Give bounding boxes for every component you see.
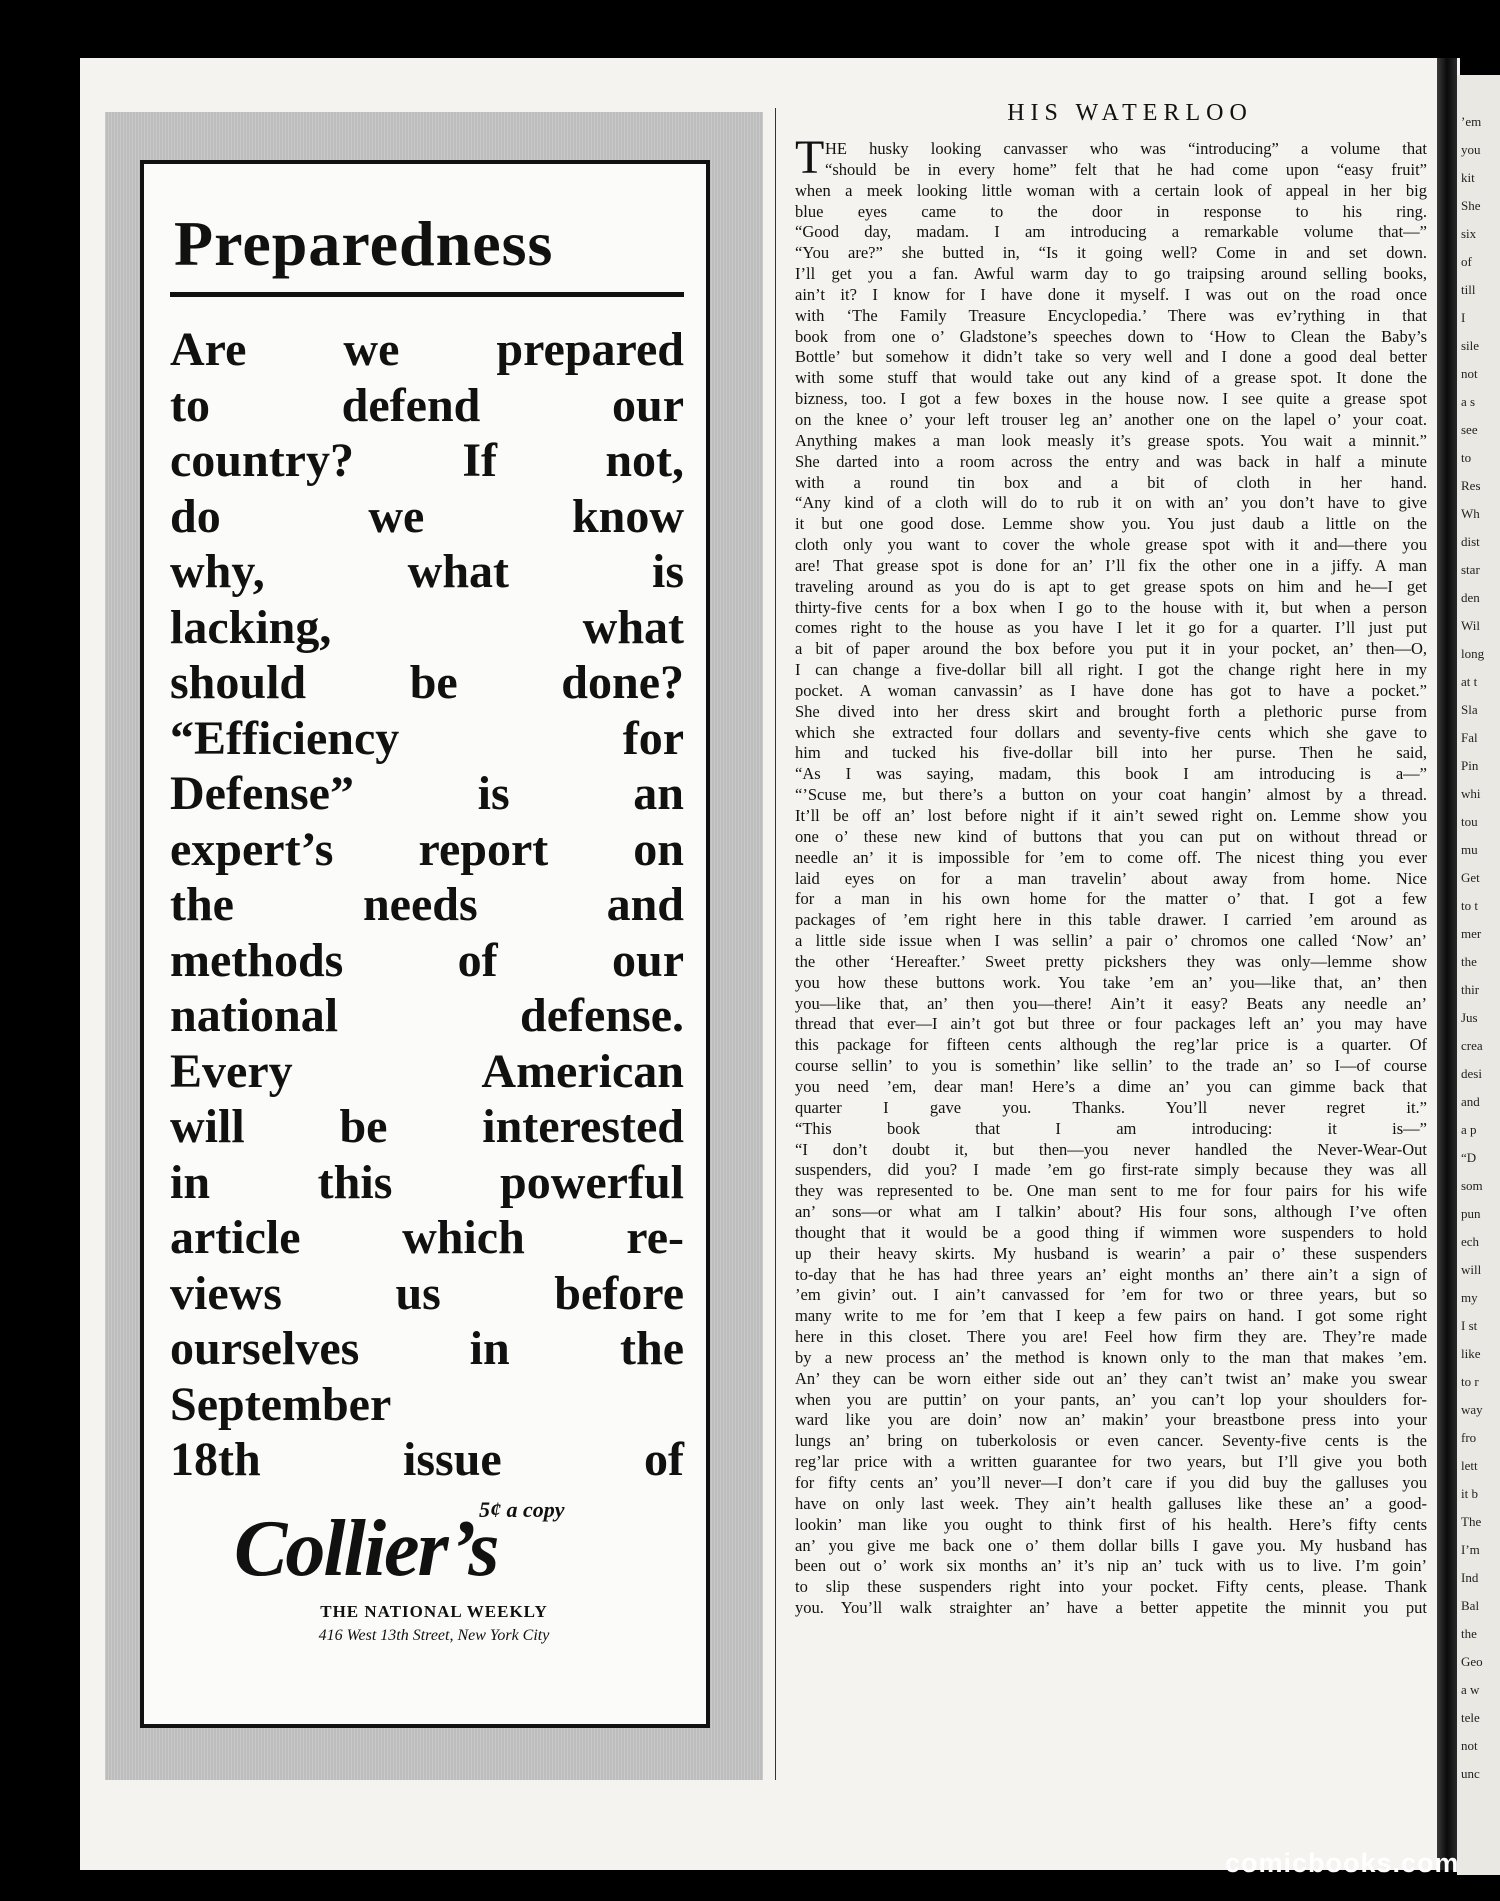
adjacent-page-fragment: to t [1461,898,1478,913]
ad-line: Every American [170,1044,684,1098]
story-line: with ‘The Family Treasure Encyclopedia.’ There was ev’rything in that [795,305,1427,325]
story-line: “should be in every home” felt that he had come upon “easy fruit” [825,159,1427,179]
story-line: you how these buttons work. You take ’em an’ you—like that, an’ then [795,972,1427,992]
story-line: been out o’ work six months an’ it’s nip an’ tuck with us to live. I’m goin’ [795,1556,1427,1576]
ad-line: ourselves in the [170,1322,684,1375]
story-line: cloth only you want to cover the whole grease spot with it and—there you [795,535,1427,555]
story-line: suspenders, did you? I made ’em go first-rate simply because they was all [795,1160,1427,1180]
adjacent-page-fragment: long [1461,646,1485,661]
adjacent-page-fragment: like [1461,1346,1481,1361]
story-line: on the knee o’ your left trouser leg an’ another one on the lapel o’ your coat. [795,409,1427,429]
story-line: An’ they can be worn either side out an’ they can’t twist an’ make you swear [795,1368,1427,1388]
story-line: She darted into a room across the entry and was back in half a minute [795,451,1427,471]
ad-line: Defense” is an [170,767,684,820]
publisher-address: 416 West 13th Street, New York City [318,1627,550,1644]
adjacent-page-fragment: unc [1461,1766,1480,1781]
adjacent-page-fragment: a p [1461,1122,1477,1137]
story-line: traveling around as you do is apt to get grease spots on him and he—I get [795,576,1427,596]
story-line: laid eyes on for a man travelin’ about away from home. Nice [795,868,1427,888]
story-line: “Good day, madam. I am introducing a remarkable volume that—” [795,222,1427,242]
story-line: ward like you are doin’ now an’ makin’ your breastbone press into your [795,1410,1427,1430]
adjacent-page-fragment: tou [1461,814,1478,829]
story-line: for a man in his own home for the matter o’ that. I got a few [795,889,1427,909]
ad-line: the needs and [170,878,684,931]
story-line: She dived into her dress skirt and brought forth a plethoric purse from [795,701,1427,721]
adjacent-page-fragment: Geo [1461,1654,1483,1669]
story-line: lungs an’ bring on tuberkolosis or even cancer. Seventy-five cents is the [795,1431,1427,1451]
story-line: here in this closet. There you are! Feel how firm they are. They’re made [795,1327,1427,1347]
story-line: up their heavy skirts. My husband is wearin’ a pair o’ these suspenders [795,1243,1427,1263]
ad-line: why, what is [170,545,684,598]
column-divider [775,108,776,1780]
ad-line: country? If not, [170,434,684,487]
story-text [795,139,1427,1619]
story-line: a bit of paper around the box before you put it in your pocket, an’ then—O, [795,639,1427,659]
story-line: an’ you give me back one o’ them dollar bills I gave you. My husband has [795,1535,1427,1555]
adjacent-page-fragment: crea [1461,1038,1483,1053]
adjacent-page-fragment: see [1461,422,1478,437]
story-line: this package for fifteen cents although the reg’lar price is a quarter. Of [795,1035,1427,1055]
story-line: thread that ever—I ain’t got but three or four packages left an’ you may have [795,1014,1427,1034]
site-watermark: comicbooks.com [1225,1848,1460,1878]
story-line: course sellin’ to you is somethin’ like sellin’ to the trade an’ so I—of course [795,1056,1427,1076]
adjacent-page-fragment: kit [1461,170,1475,185]
story-line: thought that it would be a good thing if wimmen wore suspenders to hold [795,1222,1427,1242]
adjacent-page-fragment: Ind [1461,1570,1479,1585]
story-line: “This book that I am introducing: it is—” [795,1118,1427,1138]
adjacent-page-fragment: den [1461,590,1480,605]
story-line: by a new process an’ the method is known only to the man that makes ’em. [795,1347,1427,1367]
drop-cap: T [795,131,825,184]
ad-line: lacking, what [170,600,684,654]
story-line: are! That grease spot is done for an’ I’ll fix the other one in a jiffy. A man [795,555,1427,575]
adjacent-page-fragment: Pin [1461,758,1479,773]
story-line: thirty-five cents for a box when I go to the house with it, but when a person [795,597,1427,617]
adjacent-page-fragment: The [1461,1514,1482,1529]
ad-line: methods of our [170,933,684,987]
story-line: have on only last week. They ain’t health galluses like these an’ a good- [795,1493,1427,1513]
adjacent-page-fragment: Get [1461,870,1480,885]
adjacent-page-fragment: desi [1461,1066,1482,1081]
adjacent-page-fragment: Res [1461,478,1481,493]
adjacent-page-fragment: a s [1461,394,1476,409]
adjacent-page-fragment: lett [1461,1458,1478,1473]
story-line: it but one good dose. Lemme show you. You just daub a little on the [795,514,1427,534]
story-line: when a meek looking little woman with a certain look of appeal in her big [795,180,1427,200]
adjacent-page-fragment: way [1461,1402,1483,1417]
adjacent-page-fragment: “D [1461,1150,1477,1165]
story-line: needle an’ it is impossible for ’em to come off. The nicest thing you ever [795,847,1427,867]
adjacent-page-fragment: to [1461,450,1472,465]
adjacent-page-fragment: Wh [1461,506,1480,521]
ad-line: article which re- [170,1211,684,1264]
story-line: blue eyes came to the door in response to his ring. [795,201,1427,221]
adjacent-page-fragment: pun [1461,1206,1481,1221]
colliers-logo [234,1497,614,1593]
adjacent-page-fragment: She [1461,198,1481,213]
adjacent-page-fragment: tele [1461,1710,1480,1725]
adjacent-page-fragment: at t [1461,674,1478,689]
adjacent-page-fragment: ’em [1461,114,1482,129]
page-gutter [1437,58,1457,1870]
price-label: 5¢ a copy [479,1497,565,1522]
story-line: comes right to the house as you have I let it go for a quarter. I’ll just put [795,618,1427,638]
story-line: “I don’t doubt it, but then—you never handled the Never-Wear-Out [795,1139,1427,1159]
story-line: they was represented to be. One man sent to me for four pairs for his wife [795,1181,1427,1201]
story-line: bizness, too. I got a few boxes in the house now. I see quite a grease spot [795,389,1427,409]
story-line: HE husky looking canvasser who was “introducing” a volume that [825,139,1427,158]
adjacent-page-fragment: will [1461,1262,1482,1277]
story-line: ain’t it? I know for I have done it myself. I was out on the road once [795,284,1427,304]
story-line: ’em givin’ out. I ain’t canvassed for ’em for two or three years, but so [795,1285,1427,1305]
adjacent-page-fragment: I [1461,310,1466,325]
story-line: an’ sons—or what am I talkin’ about? His four sons, although I’ve often [795,1202,1427,1222]
story-line: lookin’ man like you ought to think first of his health. Here’s fifty cents [795,1514,1427,1534]
story-line: “’Scuse me, but there’s a button on your coat hangin’ almost by a thread. [795,785,1427,805]
adjacent-page-fragment: whi [1461,786,1481,801]
adjacent-page-fragment: the [1461,1626,1477,1641]
adjacent-page-fragment: my [1461,1290,1478,1305]
ad-line: in this powerful [170,1155,684,1209]
story-line: I’ll get you a fan. Awful warm day to go traipsing around selling books, [795,264,1427,284]
story-line: one o’ these new kind of buttons that you can put on without thread or [795,826,1427,846]
story-line: Bottle’ but somehow it didn’t take so very well and I done a good deal better [795,347,1427,367]
adjacent-page-fragment: the [1461,954,1477,969]
adjacent-page-fragment: Wil [1461,618,1480,633]
story-title: HIS WATERLOO [1007,100,1253,126]
colliers-advertisement [140,160,710,1728]
adjacent-page-fragment: not [1461,1738,1478,1753]
adjacent-page-fragment: ech [1461,1234,1480,1249]
story-line: many write to me for ’em that I keep a few pairs on hand. I got some right [795,1306,1427,1326]
story-line: a little side issue when I was sellin’ a pair o’ chromos one called ‘Now’ an’ [795,931,1427,951]
adjacent-page-fragment: not [1461,366,1478,381]
adjacent-page-fragment: a w [1461,1682,1480,1697]
story-line: you need ’em, dear man! Here’s a dime an’ you can gimme back that [795,1076,1427,1096]
adjacent-page-fragment: of [1461,254,1472,269]
adjacent-page-fragment: Sla [1461,702,1478,717]
adjacent-page-fragment: till [1461,282,1476,297]
ad-headline: Preparedness [174,208,554,279]
story-line: It’ll be off an’ lost before night if it ain’t sewed right on. Lemme show you [795,806,1427,825]
adjacent-page-fragment: you [1461,142,1481,157]
story-line: book from one o’ Gladstone’s speeches down to ‘How to Clean the Baby’s [795,326,1427,346]
adjacent-page-fragment: mer [1461,926,1482,941]
adjacent-page-edge [1457,75,1500,1875]
adjacent-page-fragment: star [1461,562,1480,577]
story-line: you. You’ll walk straighter an’ have a better appetite the minnit you put [795,1598,1427,1618]
adjacent-page-fragment: it b [1461,1486,1478,1501]
adjacent-page-fragment: and [1461,1094,1480,1109]
story-line: to slip these suspenders right into your pocket. Fifty cents, please. Thank [795,1577,1427,1597]
adjacent-page-fragment: Jus [1461,1010,1478,1025]
ad-line: expert’s report on [170,822,684,876]
ad-line: 18th issue of [170,1433,684,1486]
story-line: when you are puttin’ on your pants, an’ you can’t lop your shoulders for- [795,1389,1427,1409]
adjacent-page-fragment: Bal [1461,1598,1480,1613]
adjacent-page-fragment: som [1461,1178,1483,1193]
adjacent-page-fragment: to r [1461,1374,1479,1389]
story-line: pocket. A woman canvassin’ as I have done has got to have a pocket.” [795,680,1427,700]
ad-line: should be done? [170,656,684,709]
adjacent-page-fragment: Fal [1461,730,1478,745]
story-line: with some stuff that would take out any kind of a grease spot. It done the [795,368,1427,388]
story-line: him and tucked his five-dollar bill into her purse. Then he said, [795,743,1427,763]
ad-line: Are we prepared [170,323,684,376]
story-line: to-day that he has had three years an’ eight months an’ there ain’t a sign of [795,1264,1427,1284]
ad-headline-rule [170,292,684,297]
brand-name: Collier’s [234,1505,498,1593]
story-line: I can change a five-dollar bill all right. I got the change right here in my [795,660,1427,680]
adjacent-page-fragment: thir [1461,982,1480,997]
story-line: which she extracted four dollars and seventy-five cents which she gave to [795,722,1427,742]
story-line: with a round tin box and a bit of cloth in her hand. [795,472,1427,492]
ad-line: September [170,1377,392,1431]
adjacent-page-fragment: I’m [1461,1542,1480,1557]
ad-line: “Efficiency for [170,711,684,765]
adjacent-page-fragment: I st [1461,1318,1478,1333]
adjacent-page-fragment: mu [1461,842,1478,857]
adjacent-page-fragment: dist [1461,534,1480,549]
ad-line: will be interested [170,1100,684,1153]
story-line: quarter I gave you. Thanks. You’ll never regret it.” [795,1097,1427,1117]
brand-tagline: THE NATIONAL WEEKLY [320,1602,548,1621]
story-line: packages of ’em right here in this table drawer. I carried ’em around as [795,910,1427,930]
ad-line: to defend our [170,378,684,432]
ad-line: national defense. [170,989,684,1042]
adjacent-page-fragment: fro [1461,1430,1477,1445]
story-line: “You are?” she butted in, “Is it going well? Come in and set down. [795,243,1427,263]
ad-line: do we know [170,489,684,543]
adjacent-page-fragment: six [1461,226,1477,241]
story-line: reg’lar price with a written guarantee for two years, but I’ll give you both [795,1452,1427,1472]
adjacent-page-fragment: sile [1461,338,1480,353]
ad-line: views us before [170,1266,684,1320]
story-line: “Any kind of a cloth will do to rub it on with an’ you don’t have to give [795,493,1427,513]
story-line: for fifty cents an’ you’ll never—I don’t care if you did buy the galluses you [795,1473,1427,1492]
story-line: you—like that, an’ then you—there! Ain’t it easy? Beats any needle an’ [795,993,1427,1013]
story-line: the other ‘Hereafter.’ Sweet pretty pickshers they was only—lemme show [795,951,1427,971]
story-line: Anything makes a man look measly it’s grease spots. You wait a minnit.” [795,430,1427,450]
ad-body-text [170,322,684,1488]
story-line: “As I was saying, madam, this book I am introducing is a—” [795,764,1427,784]
